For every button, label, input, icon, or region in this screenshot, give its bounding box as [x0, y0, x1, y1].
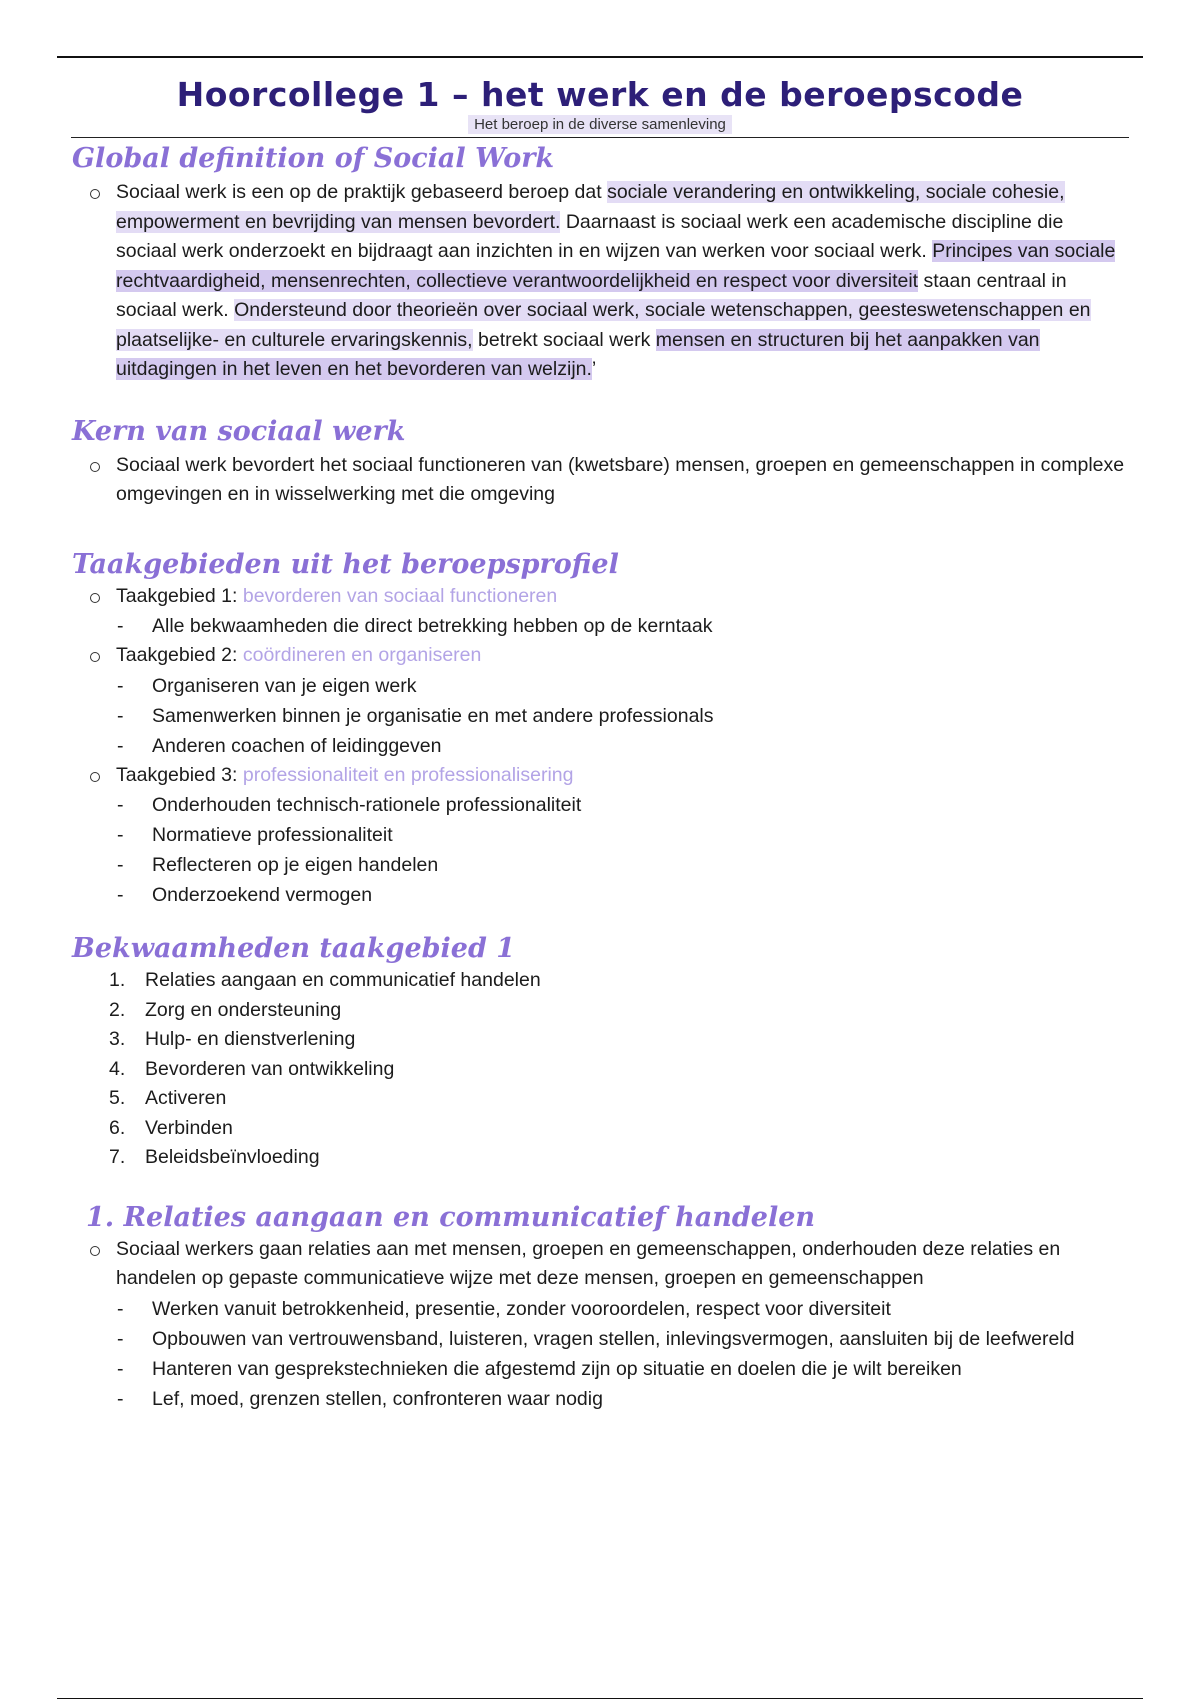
list-item: Sociaal werk bevordert het sociaal functioneren van (kwetsbare) mensen, groepen en gemeenschappen in complexe omgevingen en in wisselwerking met die omgeving: [72, 451, 1128, 510]
section-heading: 1. Relaties aangaan en communicatief handelen: [86, 1201, 816, 1233]
list-item: Taakgebied 1: bevorderen van sociaal functioneren: [72, 582, 1128, 612]
list-item: 3. Hulp- en dienstverlening: [109, 1028, 356, 1050]
document-title: Hoorcollege 1 – het werk en de beroepscode: [176, 75, 1024, 114]
section-heading: Taakgebieden uit het beroepsprofiel: [72, 548, 619, 580]
section-relaties: [72, 1201, 1128, 1414]
section-heading: Bekwaamheden taakgebied 1: [72, 933, 516, 964]
list-item: - Reflecteren op je eigen handelen: [72, 850, 1128, 880]
list-item: 7. Beleidsbeïnvloeding: [109, 1146, 320, 1168]
section-taakgebieden: [72, 548, 1128, 911]
list-item: - Organiseren van je eigen werk: [72, 671, 1128, 701]
list-item: - Normatieve professionaliteit: [72, 820, 1128, 850]
list-item: - Onderhouden technisch-rationele professionaliteit: [72, 790, 1128, 820]
section-heading: Global definition of Social Work: [72, 143, 555, 174]
list-item: - Samenwerken binnen je organisatie en met andere professionals: [72, 701, 1128, 731]
document-page: [72, 58, 1128, 1414]
list-item: - Anderen coachen of leidinggeven: [72, 731, 1128, 761]
list-item: 5. Activeren: [109, 1087, 227, 1109]
list-item: - Hanteren van gesprekstechnieken die afgestemd zijn op situatie en doelen die je wilt bereiken: [72, 1354, 1128, 1384]
list-item: Taakgebied 3: professionaliteit en professionalisering: [72, 761, 1128, 791]
list-item: 6. Verbinden: [109, 1116, 233, 1139]
section-bekwaamheden: [72, 932, 1128, 1173]
list-item: 2. Zorg en ondersteuning: [109, 998, 342, 1021]
title-divider: [71, 137, 1129, 138]
bottom-rule: [57, 1698, 1143, 1699]
list-item: Sociaal werk is een op de praktijk gebaseerd beroep dat sociale verandering en ontwikkeling, sociale cohesie, empowerment en bevrijding van mensen bevordert. Daarnaast is sociaal werk een academische discipline die sociaal werk onderzoekt en bijdraagt aan inzichten in en wijzen van werken voor sociaal werk. Principes van sociale rechtvaardigheid, mensenrechten, collectieve verantwoordelijkheid en respect voor diversiteit staan centraal in sociaal werk. Ondersteund door theorieën over sociaal werk, sociale wetenschappen, geesteswetenschappen en plaatselijke- en culturele ervaringskennis, betrekt sociaal werk mensen en structuren bij het aanpakken van uitdagingen in het leven en het bevorderen van welzijn.’: [72, 178, 1128, 385]
list-item: - Opbouwen van vertrouwensband, luisteren, vragen stellen, inlevingsvermogen, aansluiten bij de leefwereld: [72, 1324, 1128, 1354]
list-item: 1. Relaties aangaan en communicatief handelen: [109, 969, 541, 991]
list-item: - Werken vanuit betrokkenheid, presentie, zonder vooroordelen, respect voor diversiteit: [72, 1294, 1128, 1324]
section-heading: Kern van sociaal werk: [72, 415, 406, 447]
list-item: Taakgebied 2: coördineren en organiseren: [72, 641, 1128, 671]
section-global-definition: [72, 142, 1128, 385]
list-item: - Alle bekwaamheden die direct betrekking hebben op de kerntaak: [72, 611, 1128, 641]
list-item: - Onderzoekend vermogen: [72, 880, 1128, 910]
list-item: Sociaal werkers gaan relaties aan met mensen, groepen en gemeenschappen, onderhouden deze relaties en handelen op gepaste communicatieve wijze met deze mensen, groepen en gemeenschappen: [72, 1235, 1128, 1294]
document-subtitle: Het beroep in de diverse samenleving: [468, 115, 732, 134]
list-item: - Lef, moed, grenzen stellen, confronteren waar nodig: [72, 1384, 1128, 1414]
section-kern: [72, 415, 1128, 510]
list-item: 4. Bevorderen van ontwikkeling: [109, 1057, 395, 1080]
